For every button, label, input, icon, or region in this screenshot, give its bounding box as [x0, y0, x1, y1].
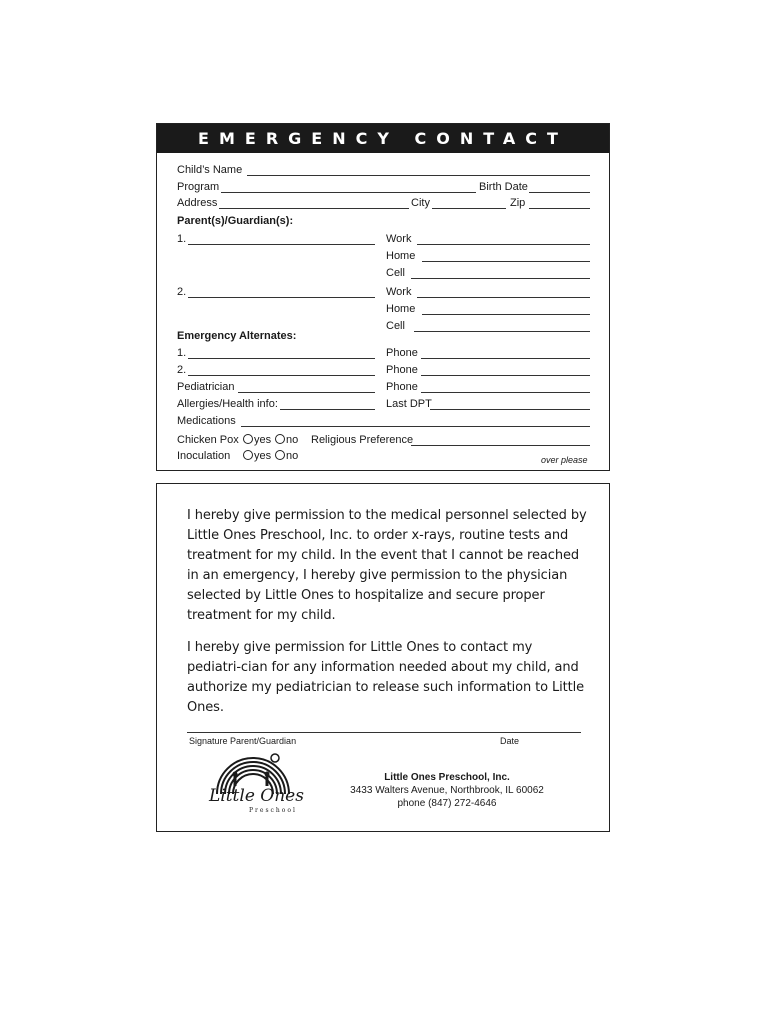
- emergency-contact-card: [156, 123, 610, 471]
- logo-text: Little Ones: [209, 786, 304, 806]
- program-label: Program: [177, 181, 220, 193]
- parent2-work-field[interactable]: [417, 297, 590, 298]
- radio-circle-icon: [243, 434, 253, 444]
- signature-line[interactable]: [187, 732, 581, 733]
- parent2-cell-field[interactable]: [414, 331, 590, 332]
- religious-preference-field[interactable]: [411, 445, 590, 446]
- parent2-home-field[interactable]: [422, 314, 590, 315]
- parent2-work-label: Work: [386, 286, 412, 298]
- birth-date-field[interactable]: [529, 192, 590, 193]
- address-label: Address: [177, 197, 218, 209]
- inoculation-yes-option[interactable]: yes: [243, 450, 271, 463]
- parent1-work-field[interactable]: [417, 244, 590, 245]
- parent2-home-label: Home: [386, 303, 416, 315]
- inoculation-no-option[interactable]: no: [275, 450, 298, 463]
- alt2-number: 2.: [177, 364, 187, 376]
- allergies-label: Allergies/Health info:: [177, 398, 278, 410]
- over-please-note: over please: [541, 455, 588, 465]
- childs-name-field[interactable]: [247, 175, 590, 176]
- alt1-phone-label: Phone: [386, 347, 418, 359]
- chicken-pox-label: Chicken Pox: [177, 434, 239, 446]
- city-label: City: [411, 197, 430, 209]
- alt2-phone-field[interactable]: [421, 375, 590, 376]
- chicken-pox-no-option[interactable]: no: [275, 434, 298, 447]
- parent2-number: 2.: [177, 286, 187, 298]
- school-phone: phone (847) 272-4646: [397, 798, 497, 809]
- last-dpt-field[interactable]: [430, 409, 590, 410]
- school-name: Little Ones Preschool, Inc.: [384, 772, 510, 783]
- parent1-cell-field[interactable]: [411, 278, 590, 279]
- alt2-phone-label: Phone: [386, 364, 418, 376]
- parent2-name-field[interactable]: [188, 297, 375, 298]
- consent-paragraph-1: I hereby give permission to the medical personnel selected by Little Ones Preschool, Inc. to order x-rays, routine tests and treatment for my child. In the event that I cannot be reached in an emergency, I hereby give permission to the physician selected by Little Ones to hospitalize and secure proper treatment for my child.: [187, 508, 587, 623]
- school-logo: [205, 750, 304, 822]
- card-title: EMERGENCY CONTACT CARD: [157, 124, 609, 153]
- consent-paragraph-2: I hereby give permission for Little Ones to contact my pediatri-cian for any information needed about my child, and authorize my pediatrician to release such information to Little Ones.: [187, 640, 585, 715]
- medications-label: Medications: [177, 415, 236, 427]
- pediatrician-label: Pediatrician: [177, 381, 235, 393]
- alt2-name-field[interactable]: [188, 375, 375, 376]
- pediatrician-phone-label: Phone: [386, 381, 418, 393]
- religious-preference-label: Religious Preference: [311, 434, 414, 446]
- city-field[interactable]: [432, 208, 506, 209]
- alt1-number: 1.: [177, 347, 187, 359]
- last-dpt-label: Last DPT: [386, 398, 432, 410]
- medications-field[interactable]: [241, 426, 590, 427]
- chicken-pox-yes-option[interactable]: yes: [243, 434, 271, 447]
- school-address: 3433 Walters Avenue, Northbrook, IL 60062: [350, 785, 544, 796]
- address-field[interactable]: [219, 208, 409, 209]
- alt1-phone-field[interactable]: [421, 358, 590, 359]
- parent1-home-field[interactable]: [422, 261, 590, 262]
- parent1-number: 1.: [177, 233, 187, 245]
- parents-heading: Parent(s)/Guardian(s):: [177, 215, 294, 227]
- birth-date-label: Birth Date: [479, 181, 528, 193]
- logo-subtext: Preschool: [249, 807, 297, 814]
- radio-circle-icon: [275, 434, 285, 444]
- parent1-cell-label: Cell: [386, 267, 405, 279]
- allergies-field[interactable]: [280, 409, 375, 410]
- zip-label: Zip: [510, 197, 526, 209]
- parent1-home-label: Home: [386, 250, 416, 262]
- parent2-cell-label: Cell: [386, 320, 405, 332]
- program-field[interactable]: [221, 192, 476, 193]
- consent-card: [156, 483, 610, 832]
- parent1-work-label: Work: [386, 233, 412, 245]
- emergency-alternates-heading: Emergency Alternates:: [177, 330, 297, 342]
- signature-label: Signature Parent/Guardian: [189, 736, 297, 746]
- parent1-name-field[interactable]: [188, 244, 375, 245]
- pediatrician-field[interactable]: [238, 392, 375, 393]
- inoculation-label: Inoculation: [177, 450, 231, 462]
- alt1-name-field[interactable]: [188, 358, 375, 359]
- radio-circle-icon: [275, 450, 285, 460]
- date-label: Date: [500, 736, 520, 746]
- childs-name-label: Child’s Name: [177, 164, 243, 176]
- radio-circle-icon: [243, 450, 253, 460]
- pediatrician-phone-field[interactable]: [421, 392, 590, 393]
- zip-field[interactable]: [529, 208, 590, 209]
